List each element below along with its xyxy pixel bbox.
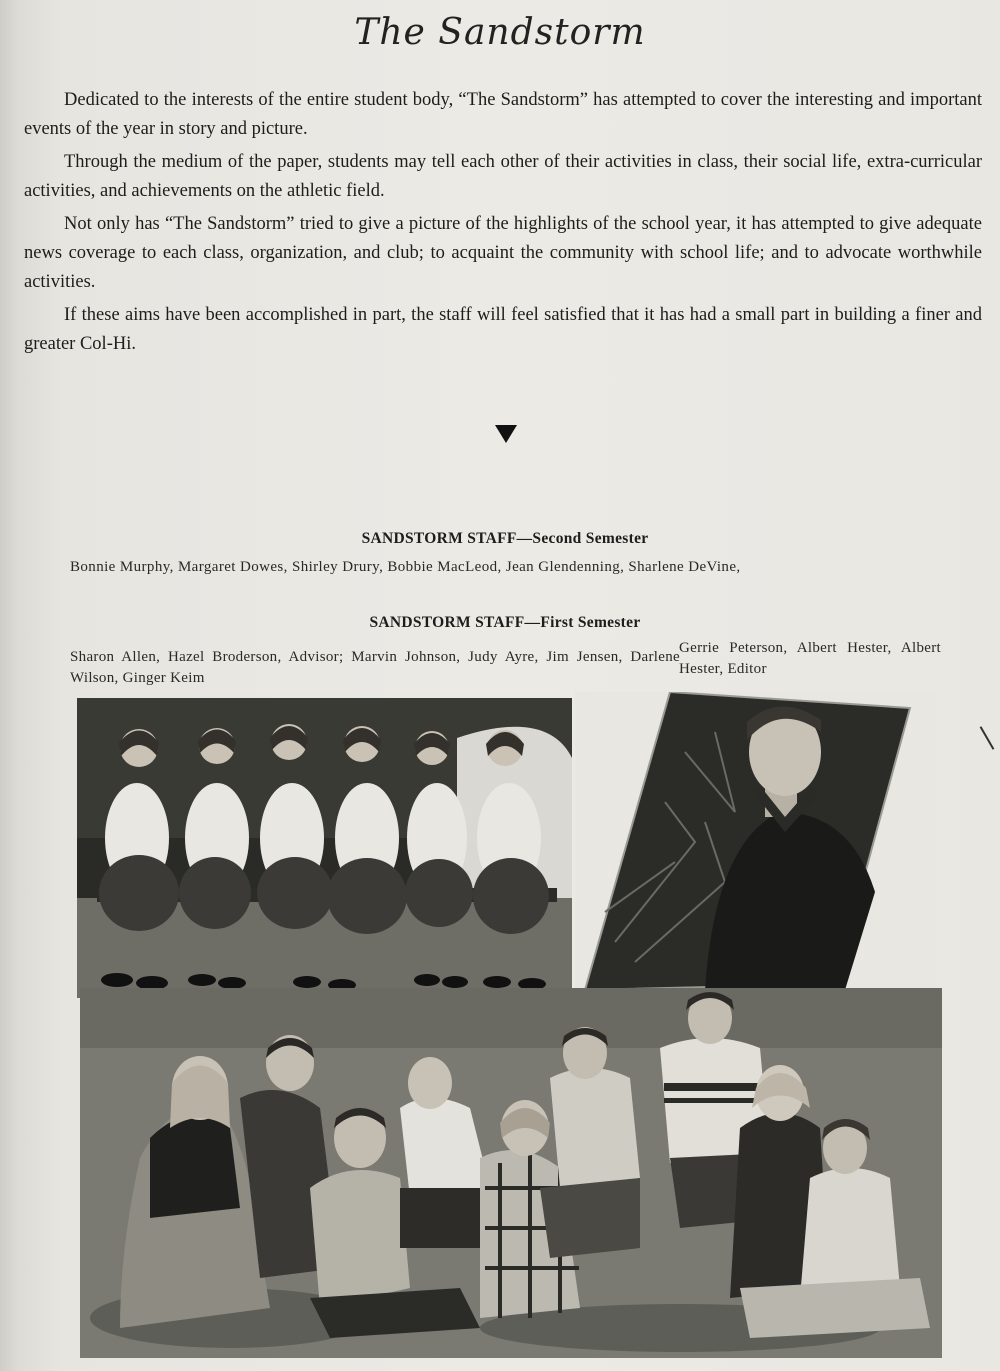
second-semester-names: Bonnie Murphy, Margaret Dowes, Shirley Drury, Bobbie MacLeod, Jean Glendenning, Sharlene DeVine, [70, 559, 741, 575]
first-semester-staff-photo [80, 988, 942, 1358]
second-semester-staff-photo [77, 698, 572, 998]
intro-paragraph-3: Not only has “The Sandstorm” tried to give a picture of the highlights of the school year, it has attempted to give adequate news coverage to each class, organization, and club; to acquaint the community with school life; and to advocate worthwhile activities. [24, 214, 982, 292]
first-semester-heading: SANDSTORM STAFF—First Semester [369, 614, 641, 631]
editor-portrait-photo [575, 692, 941, 990]
intro-paragraph-2: Through the medium of the paper, students may tell each other of their activities in class, their social life, extra-curricular activities, and achievements on the athletic field. [24, 152, 982, 201]
second-semester-heading: SANDSTORM STAFF—Second Semester [361, 530, 649, 547]
page-title: The Sandstorm [354, 12, 646, 53]
intro-paragraph-1: Dedicated to the interests of the entire student body, “The Sandstorm” has attempted to cover the interesting and important events of the year in story and picture. [24, 90, 982, 139]
down-triangle-icon [495, 425, 517, 443]
intro-paragraph-4: If these aims have been accomplished in part, the staff will feel satisfied that it has had a small part in building a finer and greater Col-Hi. [24, 305, 982, 354]
first-semester-names-right: Gerrie Peterson, Albert Hester, Albert Hester, Editor [679, 640, 941, 677]
page-edge-mark [980, 726, 995, 750]
first-semester-names-left: Sharon Allen, Hazel Broderson, Advisor; Marvin Johnson, Judy Ayre, Jim Jensen, Darlene Wilson, Ginger Keim [70, 649, 680, 686]
intro-text [24, 86, 982, 363]
